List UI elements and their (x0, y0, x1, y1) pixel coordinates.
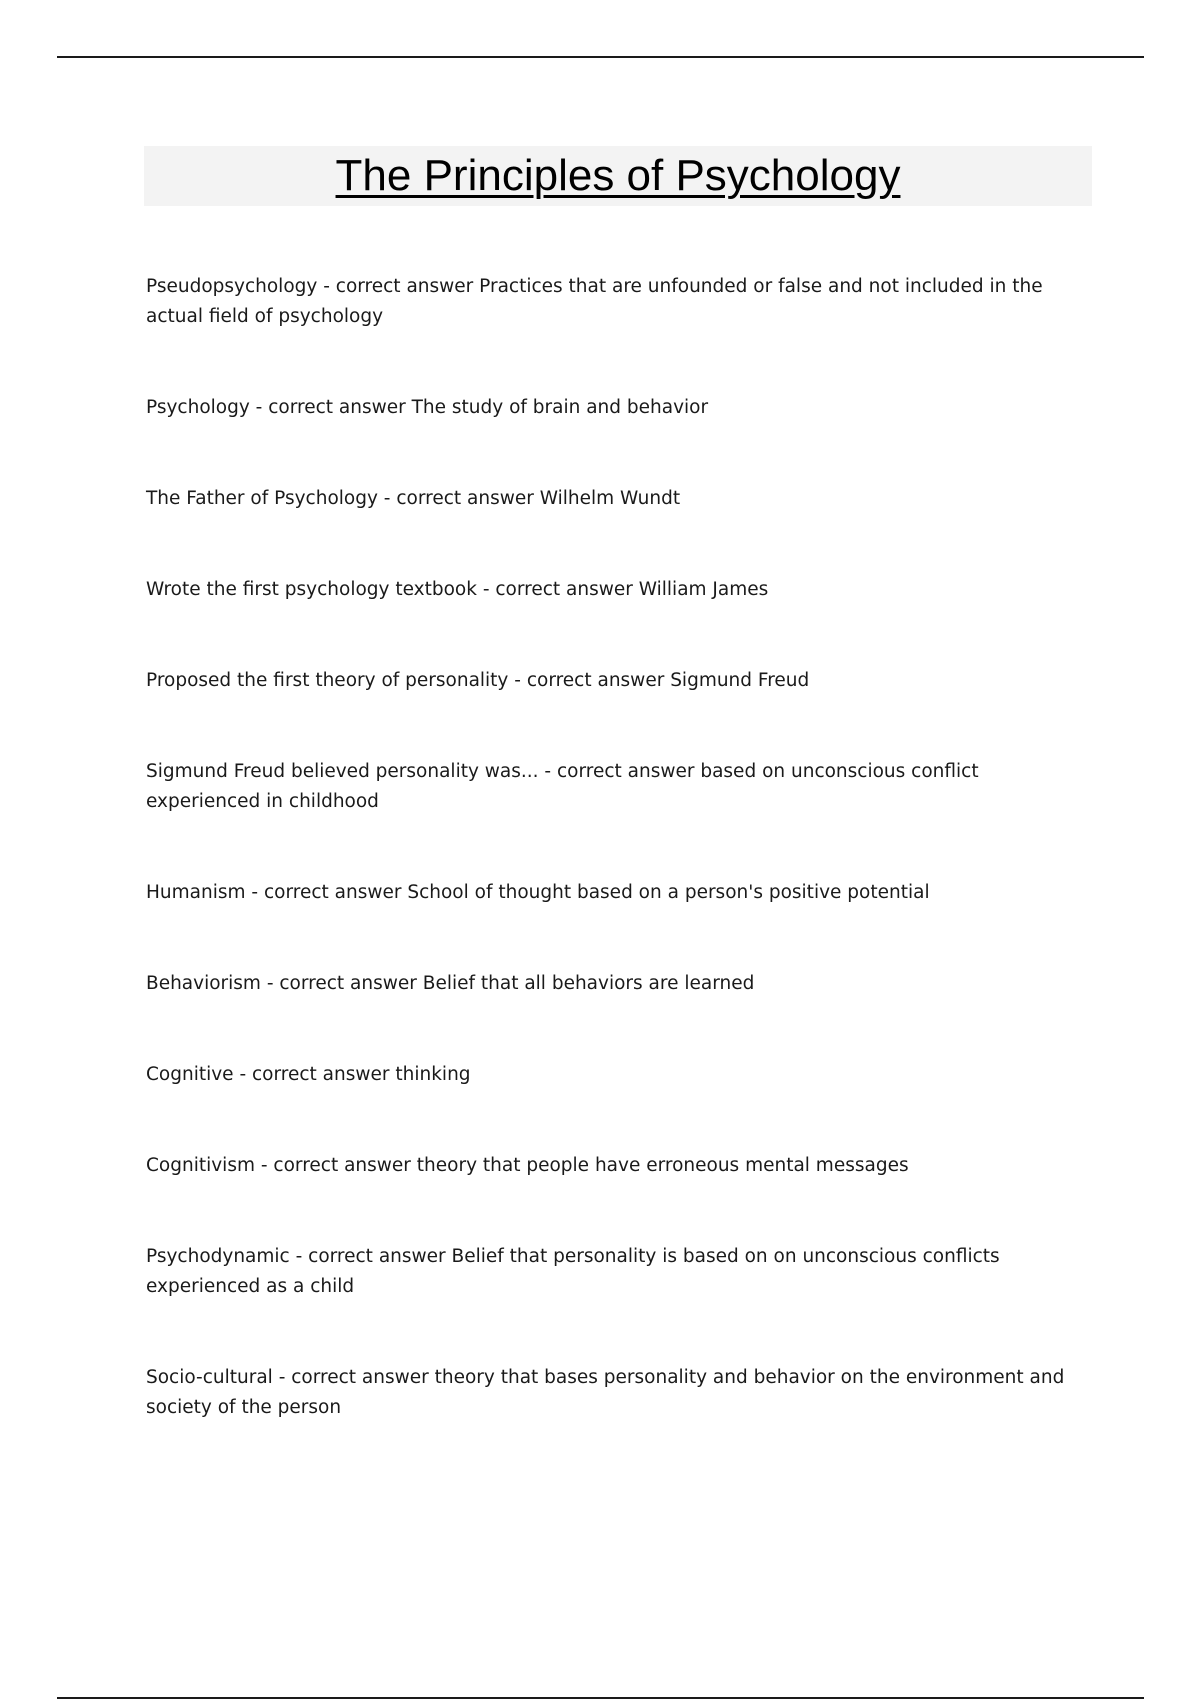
qa-term: Humanism (146, 881, 246, 903)
qa-answer: The study of brain and behavior (411, 396, 709, 418)
qa-term: Sigmund Freud believed personality was... (146, 760, 539, 782)
qa-answer: theory that people have erroneous mental messages (416, 1154, 909, 1176)
qa-term: Socio-cultural (146, 1366, 273, 1388)
qa-separator: - correct answer (233, 1063, 396, 1085)
qa-separator: - correct answer (245, 881, 408, 903)
qa-term: Proposed the first theory of personality (146, 669, 509, 691)
qa-item (146, 272, 1096, 332)
qa-item (146, 575, 1096, 605)
qa-answer: Practices that are unfounded or false and not included in the actual field of psychology (146, 275, 1043, 327)
qa-separator: - correct answer (289, 1245, 452, 1267)
qa-separator: - correct answer (255, 1154, 417, 1176)
qa-item (146, 1151, 1096, 1181)
bottom-rule (57, 1697, 1144, 1699)
qa-answer: Wilhelm Wundt (539, 487, 681, 509)
qa-separator: - correct answer (260, 972, 423, 994)
qa-item (146, 969, 1096, 999)
qa-item (146, 1363, 1096, 1423)
qa-term: Psychology (146, 396, 250, 418)
qa-item (146, 878, 1096, 908)
qa-item (146, 393, 1096, 423)
qa-answer: Sigmund Freud (670, 669, 810, 691)
qa-answer: William James (638, 578, 769, 600)
document-title: The Principles of Psychology (335, 151, 901, 200)
qa-separator: - correct answer (272, 1366, 435, 1388)
qa-list (146, 253, 1096, 1484)
qa-item (146, 1060, 1096, 1090)
qa-separator: - correct answer (476, 578, 639, 600)
qa-answer: School of thought based on a person's positive potential (407, 881, 930, 903)
qa-answer: based on unconscious conflict experienced in childhood (146, 760, 979, 812)
qa-separator: - correct answer (317, 275, 480, 297)
qa-item (146, 484, 1096, 514)
qa-answer: theory that bases personality and behavior on the environment and society of the person (146, 1366, 1065, 1418)
qa-term: Behaviorism (146, 972, 261, 994)
qa-term: Psychodynamic (146, 1245, 290, 1267)
qa-item (146, 1242, 1096, 1302)
qa-answer: Belief that all behaviors are learned (422, 972, 755, 994)
qa-separator: - correct answer (377, 487, 540, 509)
qa-item (146, 666, 1096, 696)
qa-answer: Belief that personality is based on on unconscious conflicts experienced as a child (146, 1245, 1000, 1297)
qa-separator: - correct answer (249, 396, 412, 418)
qa-answer: thinking (395, 1063, 471, 1085)
qa-term: Wrote the first psychology textbook (146, 578, 477, 600)
qa-item (146, 757, 1096, 817)
qa-term: Cognitivism (146, 1154, 255, 1176)
qa-separator: - correct answer (508, 669, 671, 691)
qa-term: Pseudopsychology (146, 275, 318, 297)
qa-term: Cognitive (146, 1063, 234, 1085)
qa-term: The Father of Psychology (146, 487, 378, 509)
title-band (144, 146, 1092, 206)
top-rule (57, 56, 1144, 58)
qa-separator: - correct answer (538, 760, 701, 782)
